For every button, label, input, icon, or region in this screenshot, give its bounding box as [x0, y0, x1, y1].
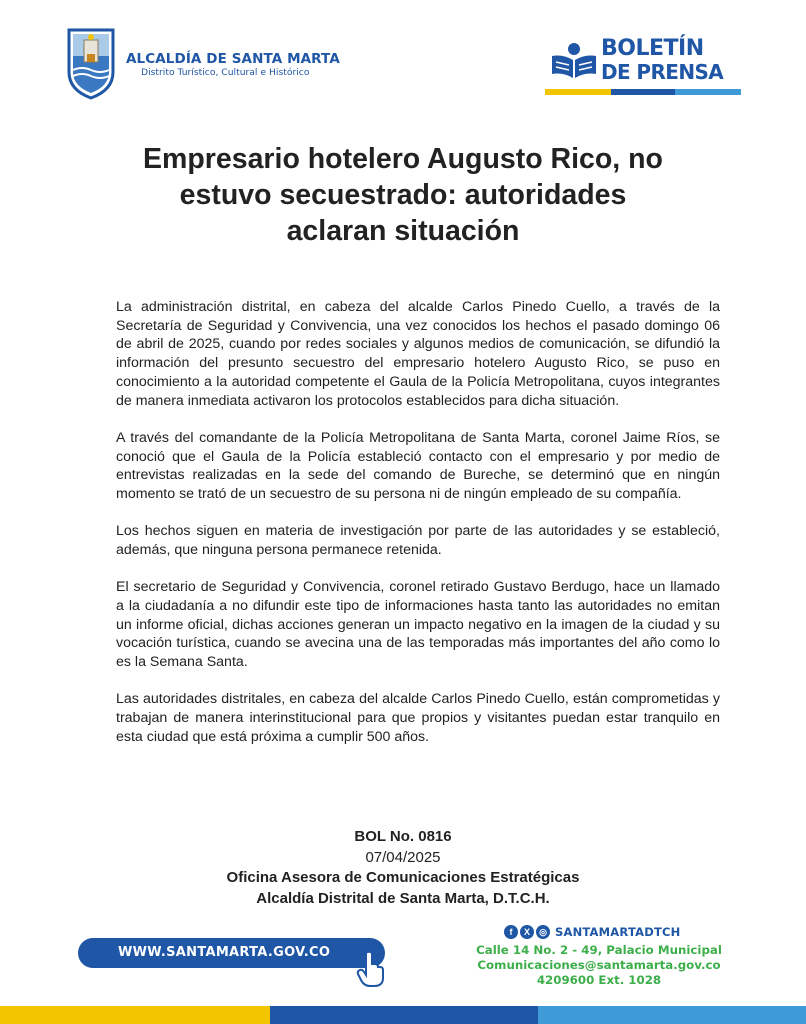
headline [90, 141, 716, 249]
headline-line: aclaran situación [286, 215, 520, 247]
header-stripe-lightblue [675, 89, 741, 95]
issuing-entity: Alcaldía Distrital de Santa Marta, D.T.C.H. [256, 889, 550, 907]
paragraph: A través del comandante de la Policía Metropolitana de Santa Marta, coronel Jaime Ríos, se conoció que el Gaula de la Policía estableció contacto con el empresario y por medio de entrevistas realizadas en la sede del comando de Bureche, se determinó que en ningún momento se trató de un secuestro de su persona ni de ningún empleado de su compañía. [116, 429, 720, 502]
brand-name: ALCALDÍA DE SANTA MARTA [126, 51, 340, 67]
book-reader-icon [549, 42, 599, 80]
headline-line: Empresario hotelero Augusto Rico, no [143, 143, 663, 175]
phone: 4209600 Ext. 1028 [536, 973, 662, 987]
x-icon[interactable]: X [520, 925, 534, 939]
signature-block [120, 827, 686, 909]
paragraph: La administración distrital, en cabeza del alcalde Carlos Pinedo Cuello, a través de la Secretaría de Seguridad y Convivencia, una vez conocidos los hechos el pasado domingo 06 de abril de 2025, cuando por redes sociales y algunos medios de comunicación, se difundió la información del presunto secuestro del empresario hotelero Augusto Rico, se puso en conocimiento a la autoridad competente el Gaula de la Policía Metropolitana, cuyos integrantes de manera inmediata activaron los protocolos establecidos para dicha situación. [116, 299, 720, 409]
footer-stripe-lightblue [538, 1006, 806, 1024]
paragraph: Las autoridades distritales, en cabeza del alcalde Carlos Pinedo Cuello, están comprometidas y trabajan de manera interinstitucional para que propios y visitantes puedan estar tranquilo en esta ciudad que está próxima a cumplir 500 años. [116, 691, 720, 745]
social-handle[interactable]: SANTAMARTADTCH [555, 925, 681, 939]
paragraph: El secretario de Seguridad y Convivencia, coronel retirado Gustavo Berdugo, hace un llamado a la ciudadanía a no difundir este tipo de informaciones hasta tanto las autoridades no emitan un informe oficial, dichas acciones generan un impacto negativo en la imagen de la ciudad y su vocación turística, cuando se avecina una de las temporadas más importantes del año como lo es la Semana Santa. [116, 579, 720, 671]
headline-line: estuvo secuestrado: autoridades [179, 179, 627, 211]
pointing-hand-icon [356, 950, 384, 988]
bulletin-date: 07/04/2025 [365, 848, 441, 866]
social-media-row [504, 924, 680, 940]
press-bulletin-logo [549, 36, 741, 96]
paragraph: Los hechos siguen en materia de investigación por parte de las autoridades y se estableció, además, que ninguna persona permanece retenida. [116, 523, 720, 558]
footer-stripe-yellow [0, 1006, 270, 1024]
header-stripe-yellow [545, 89, 611, 95]
header-stripe-blue [611, 89, 675, 95]
article-body [116, 298, 720, 765]
address: Calle 14 No. 2 - 49, Palacio Municipal [476, 943, 722, 957]
instagram-icon[interactable]: ◎ [536, 925, 550, 939]
contact-info [468, 943, 730, 988]
city-crest-logo [66, 26, 116, 102]
bulletin-number: BOL No. 0816 [354, 828, 452, 845]
bulletin-title-line2: DE PRENSA [601, 60, 724, 84]
issuing-office: Oficina Asesora de Comunicaciones Estratégicas [226, 869, 580, 886]
footer-stripe-blue [270, 1006, 538, 1024]
brand-subtitle: Distrito Turístico, Cultural e Histórico [141, 67, 310, 78]
email-link[interactable]: Comunicaciones@santamarta.gov.co [477, 958, 721, 972]
website-link[interactable]: WWW.SANTAMARTA.GOV.CO [78, 938, 385, 968]
bulletin-title-line1: BOLETÍN [601, 36, 704, 61]
facebook-icon[interactable]: f [504, 925, 518, 939]
